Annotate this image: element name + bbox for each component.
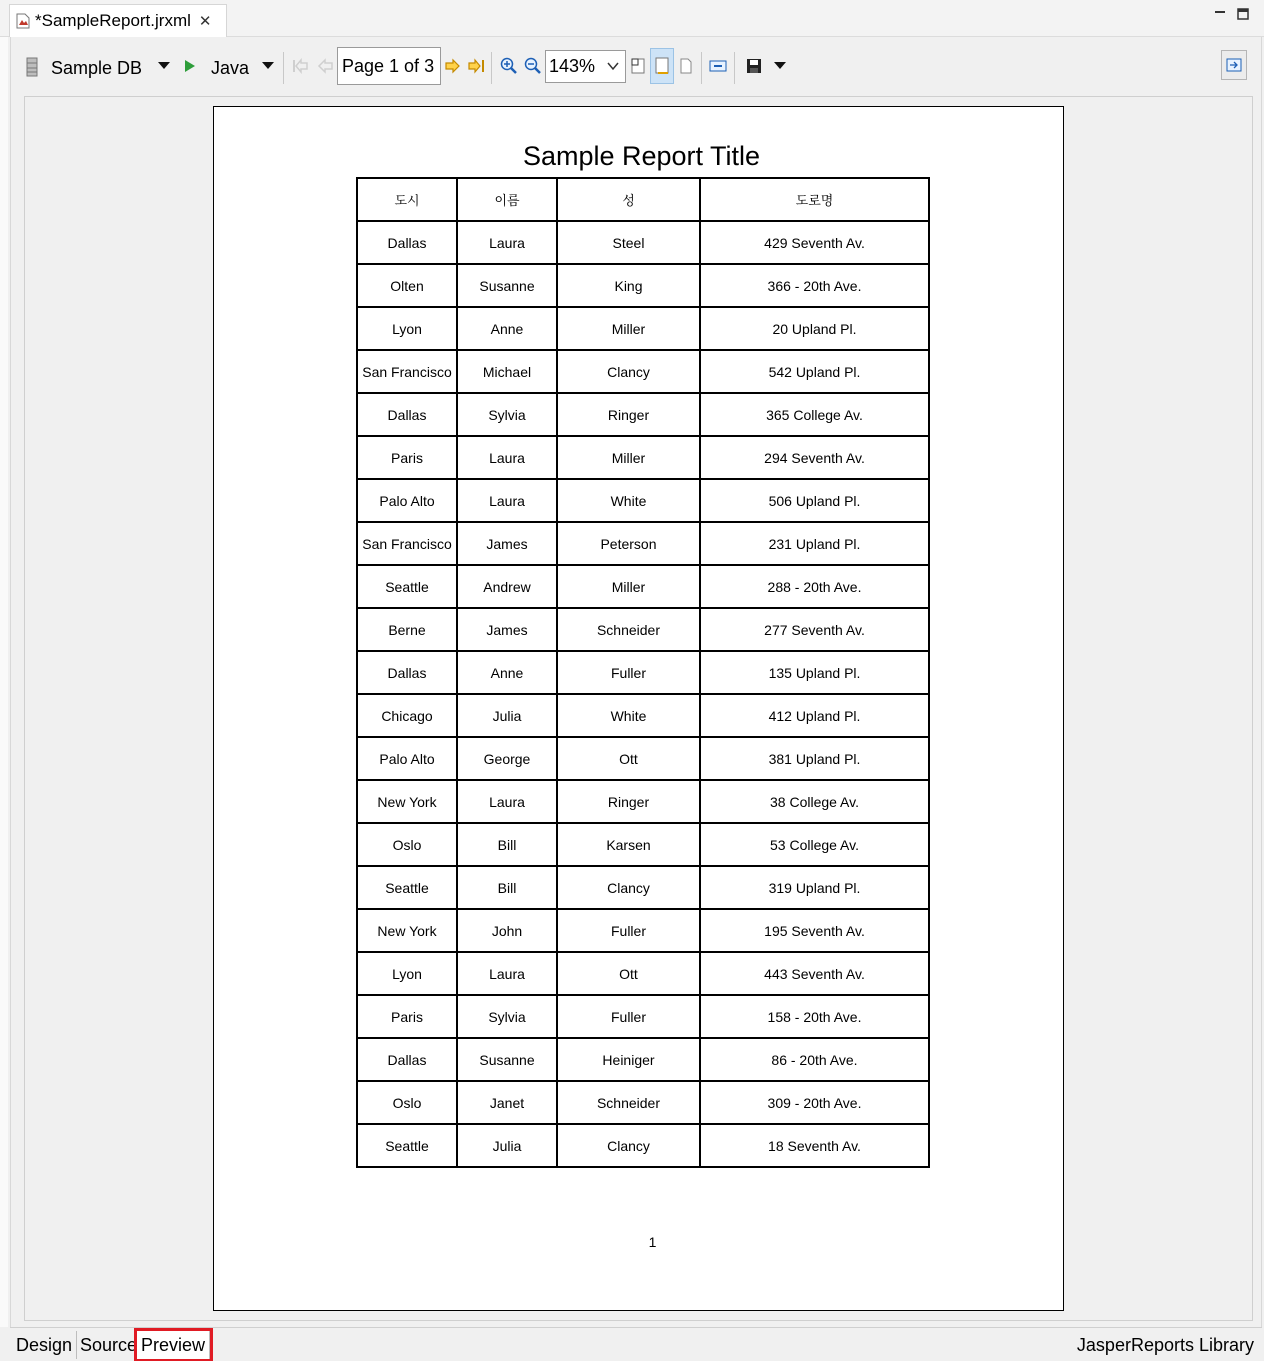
cell-street: 20 Upland Pl. [700, 307, 929, 350]
cell-first-name: John [457, 909, 557, 952]
cell-city: Berne [357, 608, 457, 651]
cell-first-name: Laura [457, 221, 557, 264]
previous-page-icon[interactable] [316, 58, 334, 74]
cell-city: Paris [357, 995, 457, 1038]
table-row [357, 522, 929, 565]
cell-last-name: Clancy [557, 350, 700, 393]
cell-street: 381 Upland Pl. [700, 737, 929, 780]
last-page-icon[interactable] [468, 58, 486, 74]
column-header-street: 도로명 [700, 178, 929, 221]
cell-last-name: Ott [557, 737, 700, 780]
first-page-icon[interactable] [291, 58, 309, 74]
table-row [357, 995, 929, 1038]
table-row [357, 436, 929, 479]
report-page [213, 106, 1064, 1311]
cell-last-name: Ringer [557, 780, 700, 823]
close-icon[interactable]: ✕ [198, 13, 212, 30]
cell-first-name: Janet [457, 1081, 557, 1124]
cell-street: 53 College Av. [700, 823, 929, 866]
page-indicator[interactable]: Page 1 of 3 [337, 47, 441, 85]
table-row [357, 1081, 929, 1124]
table-row [357, 1124, 929, 1167]
cell-city: San Francisco [357, 522, 457, 565]
editor-tab[interactable] [9, 4, 227, 37]
report-table [356, 177, 930, 1168]
table-row [357, 909, 929, 952]
cell-last-name: Schneider [557, 1081, 700, 1124]
cell-street: 135 Upland Pl. [700, 651, 929, 694]
cell-city: Dallas [357, 1038, 457, 1081]
cell-city: Paris [357, 436, 457, 479]
cell-first-name: Andrew [457, 565, 557, 608]
cell-city: San Francisco [357, 350, 457, 393]
editor-tab-title: *SampleReport.jrxml [35, 11, 191, 30]
table-row [357, 651, 929, 694]
cell-first-name: George [457, 737, 557, 780]
fit-actual-icon[interactable] [630, 57, 646, 75]
cell-street: 38 College Av. [700, 780, 929, 823]
cell-last-name: Karsen [557, 823, 700, 866]
toolbar-separator [701, 52, 702, 84]
cell-last-name: Ott [557, 952, 700, 995]
cell-last-name: Fuller [557, 909, 700, 952]
bottom-tab-bar [10, 1327, 1262, 1361]
table-row [357, 307, 929, 350]
cell-street: 277 Seventh Av. [700, 608, 929, 651]
cell-first-name: Anne [457, 307, 557, 350]
toolbar-separator [283, 52, 284, 84]
table-body [357, 221, 929, 1167]
table-row [357, 780, 929, 823]
library-label: JasperReports Library [1076, 1334, 1254, 1355]
column-header-first-name: 이름 [457, 178, 557, 221]
cell-street: 366 - 20th Ave. [700, 264, 929, 307]
toolbar-separator [491, 52, 492, 84]
cell-street: 412 Upland Pl. [700, 694, 929, 737]
table-row [357, 264, 929, 307]
save-icon[interactable] [745, 57, 763, 75]
cell-first-name: Susanne [457, 264, 557, 307]
zoom-value: 143% [549, 56, 596, 76]
cell-first-name: Laura [457, 952, 557, 995]
file-icon [16, 13, 30, 29]
tab-preview[interactable]: Preview [137, 1331, 210, 1359]
cell-last-name: Miller [557, 307, 700, 350]
toolbar-separator [734, 52, 735, 84]
zoom-combo[interactable] [545, 50, 626, 83]
fit-page-button[interactable] [650, 48, 674, 84]
fit-page-icon [651, 49, 673, 83]
table-row [357, 393, 929, 436]
cell-last-name: Schneider [557, 608, 700, 651]
cell-city: Dallas [357, 221, 457, 264]
cell-last-name: White [557, 694, 700, 737]
cell-first-name: Bill [457, 866, 557, 909]
cell-first-name: Laura [457, 436, 557, 479]
table-row [357, 608, 929, 651]
cell-city: Palo Alto [357, 737, 457, 780]
dropdown-arrow-icon[interactable] [261, 61, 275, 71]
table-row [357, 479, 929, 522]
cell-last-name: Fuller [557, 995, 700, 1038]
cell-city: Oslo [357, 823, 457, 866]
cell-last-name: Ringer [557, 393, 700, 436]
report-title: Sample Report Title [522, 141, 761, 171]
cell-street: 86 - 20th Ave. [700, 1038, 929, 1081]
cell-first-name: Julia [457, 694, 557, 737]
side-panel-button[interactable] [1221, 50, 1247, 80]
cell-first-name: Laura [457, 479, 557, 522]
cell-first-name: James [457, 522, 557, 565]
table-row [357, 350, 929, 393]
cell-last-name: Peterson [557, 522, 700, 565]
table-row [357, 823, 929, 866]
cell-city: Lyon [357, 307, 457, 350]
cell-last-name: White [557, 479, 700, 522]
cell-city: Chicago [357, 694, 457, 737]
fit-width-icon[interactable] [678, 57, 694, 75]
cell-city: Oslo [357, 1081, 457, 1124]
cell-last-name: Steel [557, 221, 700, 264]
cell-city: New York [357, 780, 457, 823]
cell-first-name: Sylvia [457, 995, 557, 1038]
cell-street: 309 - 20th Ave. [700, 1081, 929, 1124]
cell-city: Dallas [357, 393, 457, 436]
cell-first-name: Michael [457, 350, 557, 393]
cell-first-name: Julia [457, 1124, 557, 1167]
cell-last-name: King [557, 264, 700, 307]
database-icon [24, 56, 40, 78]
cell-street: 231 Upland Pl. [700, 522, 929, 565]
cell-city: Palo Alto [357, 479, 457, 522]
dropdown-arrow-icon[interactable] [157, 61, 171, 71]
cell-last-name: Miller [557, 436, 700, 479]
dropdown-arrow-icon[interactable] [773, 61, 787, 71]
table-row [357, 952, 929, 995]
cell-street: 429 Seventh Av. [700, 221, 929, 264]
chevron-down-icon [607, 60, 619, 72]
cell-street: 18 Seventh Av. [700, 1124, 929, 1167]
cell-first-name: Anne [457, 651, 557, 694]
table-header-row [357, 178, 929, 221]
cell-first-name: Sylvia [457, 393, 557, 436]
cell-city: Olten [357, 264, 457, 307]
run-icon[interactable] [183, 59, 197, 73]
cell-last-name: Miller [557, 565, 700, 608]
tab-design[interactable]: Design [12, 1331, 77, 1359]
export-icon[interactable] [708, 57, 728, 75]
cell-city: Seattle [357, 565, 457, 608]
cell-first-name: James [457, 608, 557, 651]
table-row [357, 737, 929, 780]
column-header-last-name: 성 [557, 178, 700, 221]
cell-city: Dallas [357, 651, 457, 694]
cell-city: Seattle [357, 1124, 457, 1167]
cell-city: New York [357, 909, 457, 952]
column-header-city: 도시 [357, 178, 457, 221]
page-number: 1 [648, 1234, 657, 1250]
cell-street: 542 Upland Pl. [700, 350, 929, 393]
next-page-icon[interactable] [444, 58, 462, 74]
cell-first-name: Laura [457, 780, 557, 823]
table-row [357, 1038, 929, 1081]
zoom-in-icon[interactable] [500, 57, 518, 75]
cell-last-name: Clancy [557, 866, 700, 909]
cell-street: 365 College Av. [700, 393, 929, 436]
cell-first-name: Susanne [457, 1038, 557, 1081]
tab-source[interactable]: Source [76, 1331, 142, 1359]
cell-last-name: Heiniger [557, 1038, 700, 1081]
cell-city: Seattle [357, 866, 457, 909]
cell-last-name: Fuller [557, 651, 700, 694]
cell-street: 319 Upland Pl. [700, 866, 929, 909]
table-row [357, 221, 929, 264]
cell-street: 294 Seventh Av. [700, 436, 929, 479]
language-selector[interactable]: Java [211, 57, 250, 78]
cell-city: Lyon [357, 952, 457, 995]
cell-street: 443 Seventh Av. [700, 952, 929, 995]
cell-first-name: Bill [457, 823, 557, 866]
cell-street: 195 Seventh Av. [700, 909, 929, 952]
editor-tab-strip [0, 0, 1264, 37]
minimize-icon[interactable] [1214, 8, 1226, 18]
cell-last-name: Clancy [557, 1124, 700, 1167]
maximize-icon[interactable] [1237, 8, 1249, 20]
left-edge-panel [0, 37, 8, 1327]
table-row [357, 565, 929, 608]
cell-street: 506 Upland Pl. [700, 479, 929, 522]
table-row [357, 694, 929, 737]
cell-street: 288 - 20th Ave. [700, 565, 929, 608]
zoom-out-icon[interactable] [524, 57, 542, 75]
table-row [357, 866, 929, 909]
side-panel-icon [1226, 58, 1242, 72]
datasource-selector[interactable]: Sample DB [51, 57, 143, 78]
cell-street: 158 - 20th Ave. [700, 995, 929, 1038]
